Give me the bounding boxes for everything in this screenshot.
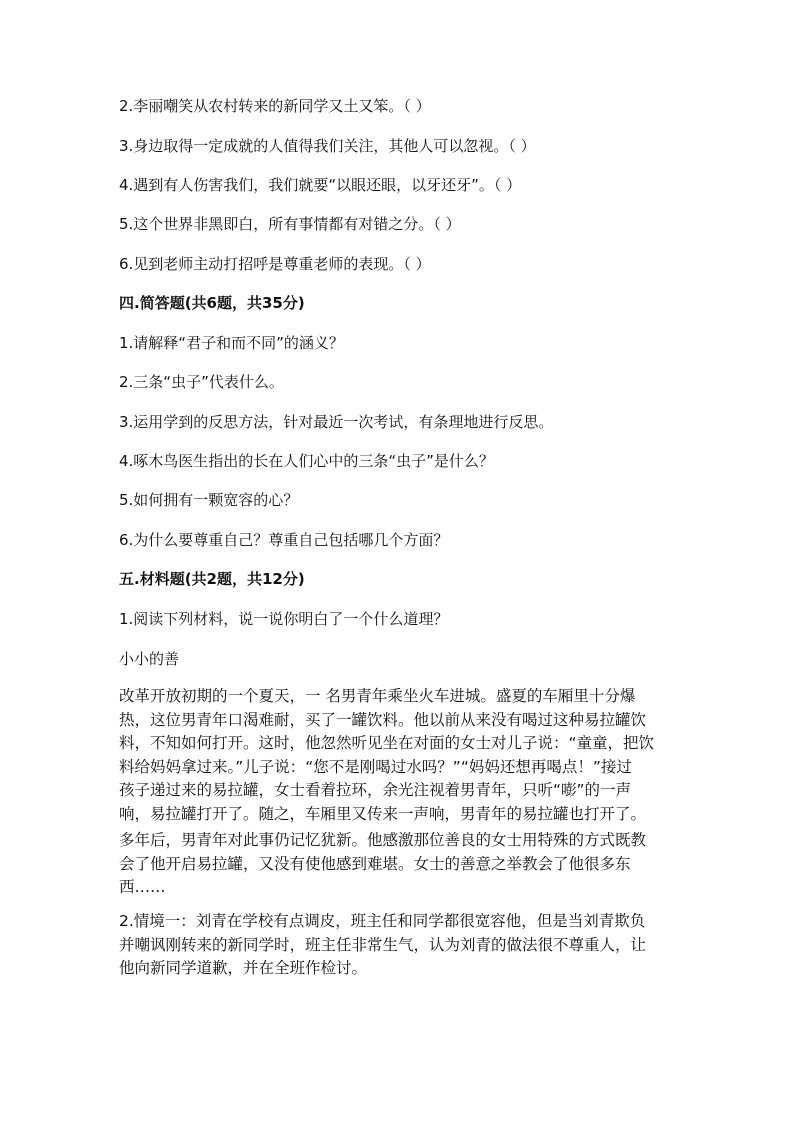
paragraph-line: 料，不知如何打开。这时，他忽然听见坐在对面的女士对儿子说：“童童，把饮 <box>119 734 655 752</box>
paragraph-line: 热，这位男青年口渴难耐，买了一罐饮料。他以前从来没有喝过这种易拉罐饮 <box>119 710 647 729</box>
short-answer-item-4: 4.啄木鸟医生指出的长在人们心中的三条“虫子”是什么？ <box>119 452 494 470</box>
paragraph-line: 2.情境一：刘青在学校有点调皮，班主任和同学都很宽容他，但是当刘青欺负 <box>119 912 646 930</box>
judgment-item-3: 3.身边取得一定成就的人值得我们关注，其他人可以忽视。（ ） <box>119 137 536 155</box>
material-title: 小小的善 <box>119 650 180 668</box>
paragraph-line: 响，易拉罐打开了。随之，车厢里又传来一声响，男青年的易拉罐也打开了。 <box>119 804 647 823</box>
paragraph-line: 改革开放初期的一个夏天，一 名男青年乘坐火车进城。盛夏的车厢里十分爆 <box>119 687 636 705</box>
short-answer-item-2: 2.三条“虫子”代表什么。 <box>119 373 284 391</box>
judgment-item-4: 4.遇到有人伤害我们，我们就要“以眼还眼，以牙还牙”。（ ） <box>119 176 522 194</box>
short-answer-item-5: 5.如何拥有一颗宽容的心？ <box>119 491 299 509</box>
judgment-item-5: 5.这个世界非黑即白，所有事情都有对错之分。（ ） <box>119 215 461 233</box>
paragraph-line: 孩子递过来的易拉罐，女士看着拉环，余光注视着男青年，只听“嘭”的一声 <box>119 781 632 799</box>
judgment-item-6: 6.见到老师主动打招呼是尊重老师的表现。（ ） <box>119 255 431 273</box>
paragraph-line: 并嘲讽刚转来的新同学时，班主任非常生气，认为刘青的做法很不尊重人，让 <box>119 935 647 954</box>
short-answer-item-6: 6.为什么要尊重自己？尊重自己包括哪几个方面？ <box>119 531 449 549</box>
paragraph-line: 西…… <box>119 878 166 896</box>
paragraph-line: 料给妈妈拿过来。”儿子说：“您不是刚喝过水吗？”“妈妈还想再喝点！”接过 <box>119 757 632 776</box>
material-question-1: 1.阅读下列材料，说一说你明白了一个什么道理？ <box>119 610 449 628</box>
material-paragraph-1 <box>119 685 679 826</box>
short-answer-item-3: 3.运用学到的反思方法，针对最近一次考试，有条理地进行反思。 <box>119 413 554 431</box>
paragraph-line: 他向新同学道歉，并在全班作检讨。 <box>119 959 368 977</box>
material-paragraph-2 <box>119 829 679 900</box>
section-4-heading: 四.简答题(共6题，共35分) <box>119 294 305 312</box>
short-answer-item-1: 1.请解释“君子和而不同”的涵义？ <box>119 334 344 352</box>
paragraph-line: 会了他开启易拉罐，又没有使他感到难堪。女士的善意之举教会了他很多东 <box>119 854 631 873</box>
judgment-item-2: 2.李丽嘲笑从农村转来的新同学又土又笨。（ ） <box>119 97 431 115</box>
paragraph-line: 多年后，男青年对此事仍记忆犹新。他感激那位善良的女士用特殊的方式既教 <box>119 831 647 849</box>
section-5-heading: 五.材料题(共2题，共12分) <box>119 570 305 588</box>
material-question-2 <box>119 910 679 981</box>
